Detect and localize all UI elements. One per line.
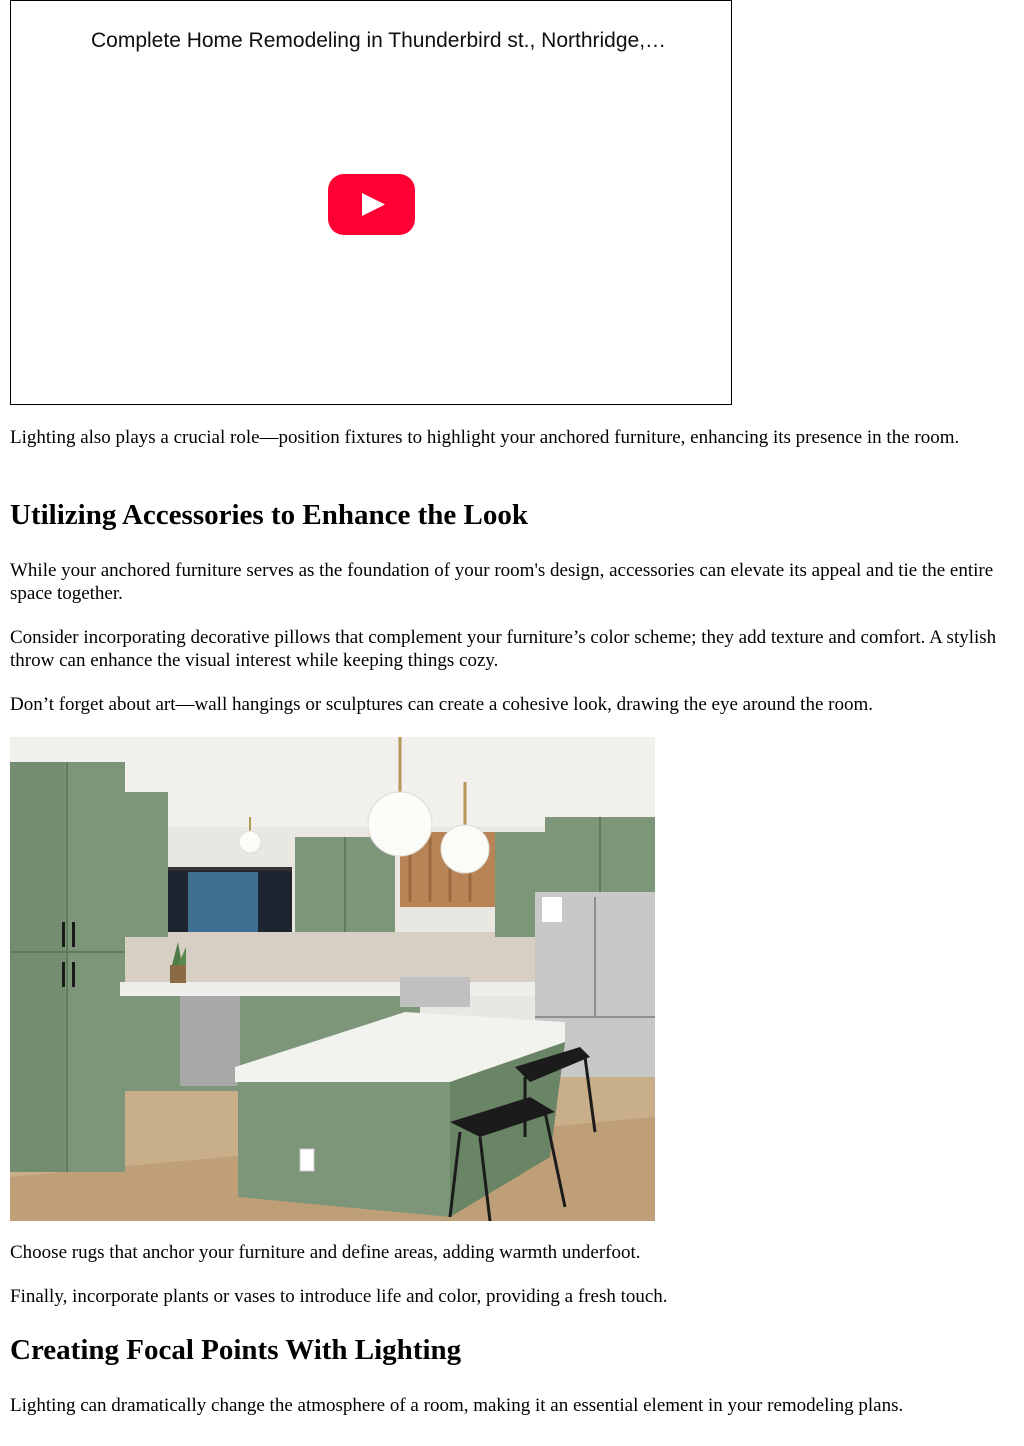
- youtube-video-embed[interactable]: [10, 0, 732, 405]
- paragraph-lighting-atmosphere: Lighting can dramatically change the atmosphere of a room, making it an essential element in your remodeling plans.: [10, 1395, 904, 1416]
- paragraph-pillows: Consider incorporating decorative pillows that complement your furniture’s color scheme; they add texture and comfort. A stylish throw can enhance the visual interest while keeping things cozy.: [10, 627, 997, 671]
- kitchen-photo: [10, 737, 655, 1221]
- heading-lighting: Creating Focal Points With Lighting: [10, 1334, 462, 1366]
- paragraph-lighting-role: Lighting also plays a crucial role—position fixtures to highlight your anchored furniture, enhancing its presence in the room.: [10, 427, 960, 448]
- heading-accessories: Utilizing Accessories to Enhance the Look: [10, 499, 528, 531]
- video-title[interactable]: Complete Home Remodeling in Thunderbird st., Northridge,…: [91, 29, 667, 52]
- paragraph-accessories-intro: While your anchored furniture serves as the foundation of your room's design, accessories can elevate its appeal and tie the entire space together.: [10, 560, 994, 604]
- paragraph-rugs: Choose rugs that anchor your furniture and define areas, adding warmth underfoot.: [10, 1242, 641, 1263]
- paragraph-plants: Finally, incorporate plants or vases to introduce life and color, providing a fresh touch.: [10, 1286, 668, 1307]
- paragraph-art: Don’t forget about art—wall hangings or sculptures can create a cohesive look, drawing the eye around the room.: [10, 694, 873, 715]
- youtube-play-icon[interactable]: [328, 174, 415, 235]
- article-content: [10, 0, 1014, 1416]
